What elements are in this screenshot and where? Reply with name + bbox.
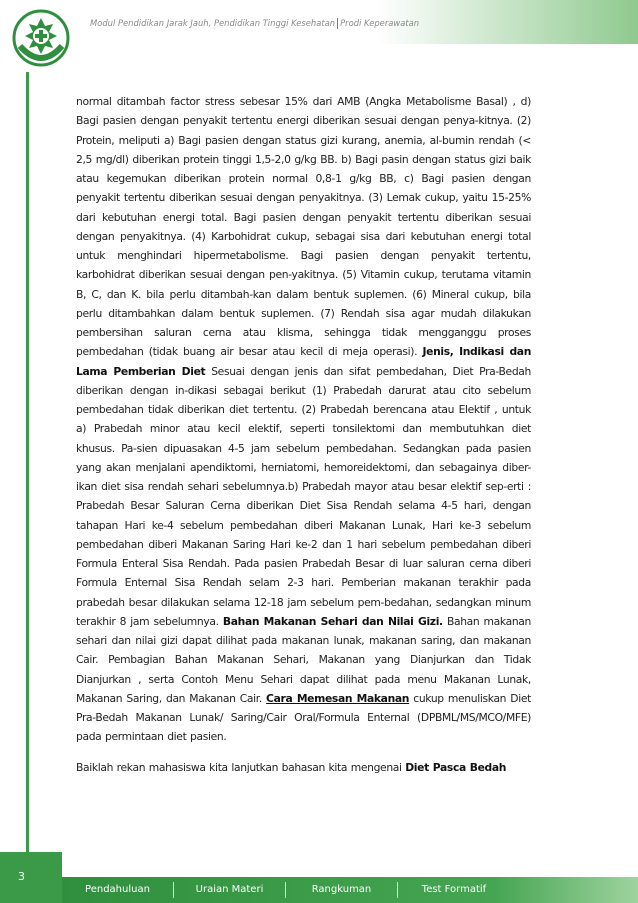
paragraph <box>76 758 531 777</box>
running-header <box>90 18 419 29</box>
tab-pendahuluan[interactable]: Pendahuluan <box>62 882 174 898</box>
section-heading: Bahan Makanan Sehari dan Nilai Gizi. <box>222 614 443 628</box>
section-heading: Jenis, Indikasi dan Lama Pemberian Diet <box>76 345 531 378</box>
header-separator <box>337 18 338 29</box>
program-name: Prodi Keperawatan <box>340 18 420 28</box>
body-text <box>76 92 531 777</box>
section-heading <box>266 692 409 705</box>
text-run: Bahan makanan sehari dan nilai gizi dapat dilihat pada makanan lunak, makanan saring, dan makanan Cair. Pembagian Bahan Makanan Sehari, Makanan yang Dianjurkan dan Tidak Dianjurkan , serta Contoh Menu Sehari dapat dilihat pada menu Makanan Lunak, Makanan Saring, dan Makanan Cair. <box>76 614 531 705</box>
tab-uraian-materi[interactable]: Uraian Materi <box>174 882 286 898</box>
paragraph <box>76 92 531 747</box>
page-number: 3 <box>18 870 25 883</box>
page-number-box <box>0 852 62 903</box>
underlined-heading: Cara Memesan Makanan <box>266 691 410 705</box>
bakti-husada-logo <box>10 6 72 74</box>
section-heading: Diet Pasca Bedah <box>405 760 507 774</box>
module-title: Modul Pendidikan Jarak Jauh, Pendidikan Tinggi Kesehatan <box>90 18 336 28</box>
left-margin-line <box>26 72 29 855</box>
text-run: Baiklah rekan mahasiswa kita lanjutkan bahasan kita mengenai <box>76 760 402 774</box>
text-run: normal ditambah factor stress sebesar 15% dari AMB (Angka Metabolisme Basal) , d) Bagi pasien dengan penyakit tertentu energi diberikan sesuai dengan penya-kitnya. (2) Protein, meliputi a) Bagi pasien dengan status gizi kurang, anemia, al-bumin rendah (< 2,5 mg/dl) diberikan protein tinggi 1,5-2,0 g/kg BB. b) Bagi pasin dengan status gizi baik atau kegemukan diberikan protein normal 0,8-1 g/kg BB, c) Bagi pasien dengan penyakit tertentu diberikan sesuai dengan penyakitnya. (3) Lemak cukup, yaitu 15-25% dari kebutuhan energi total. Bagi pasien dengan penyakit tertentu diberikan sesuai dengan penyakitnya. (4) Karbohidrat cukup, sebagai sisa dari kebutuhan energi total untuk menghindari hipermetabolisme. Bagi pasien dengan penyakit tertentu, karbohidrat diberikan sesuai dengan pen-yakitnya. (5) Vitamin cukup, terutama vitamin B, C, dan K. bila perlu ditambah-kan dalam bentuk suplemen. (6) Mineral cukup, bila perlu ditambahkan dalam bentuk suplemen. (7) Rendah sisa agar mudah dilakukan pembersihan saluran cerna atau klisma, sehingga tidak mengganggu proses pembedahan (tidak buang air besar atau kecil di meja operasi). <box>76 95 531 359</box>
tab-rangkuman[interactable]: Rangkuman <box>286 882 398 898</box>
text-run: Sesuai dengan jenis dan sifat pembedahan, Diet Pra-Bedah diberikan dengan in-dikasi sebagai berikut (1) Prabedah darurat atau cito sebelum pembedahan tidak diberikan diet tertentu. (2) Prabedah berencana atau Elektif , untuk a) Prabedah minor atau kecil elektif, seperti tonsilektomi dan membutuhkan diet khusus. Pa-sien dipuasakan 4-5 jam sebelum pembedahan. Sedangkan pada pasien yang akan menjalani apendiktomi, herniatomi, hemoreidektomi, dan sebagainya diber-ikan diet sisa rendah sehari sebelumnya.b) Prabedah mayor atau besar elektif sep-erti : Prabedah Besar Saluran Cerna diberikan Diet Sisa Rendah selama 4-5 hari, dengan tahapan Hari ke-4 sebelum pembedahan diberi Makanan Lunak, Hari ke-3 sebelum pembedahan diberi Makanan Saring Hari ke-2 dan 1 hari sebelum pembedahan diberi Formula Enteral Sisa Rendah. Pada pasien Prabedah Besar di luar saluran cerna diberi Formula Enternal Sisa Rendah selam 2-3 hari. Pemberian makanan terakhir pada prabedah besar dilakukan selama 12-18 jam sebelum pem-bedahan, sedangkan minum terakhir 8 jam sebelumnya. <box>76 364 531 628</box>
footer-nav <box>62 877 638 903</box>
text-run: cukup menuliskan Diet Pra-Bedah Makanan Lunak/ Saring/Cair Oral/Formula Enternal (DPBML/MS/MCO/MFE) pada permintaan diet pasien. <box>76 691 531 744</box>
tab-test-formatif[interactable]: Test Formatif <box>421 884 487 895</box>
